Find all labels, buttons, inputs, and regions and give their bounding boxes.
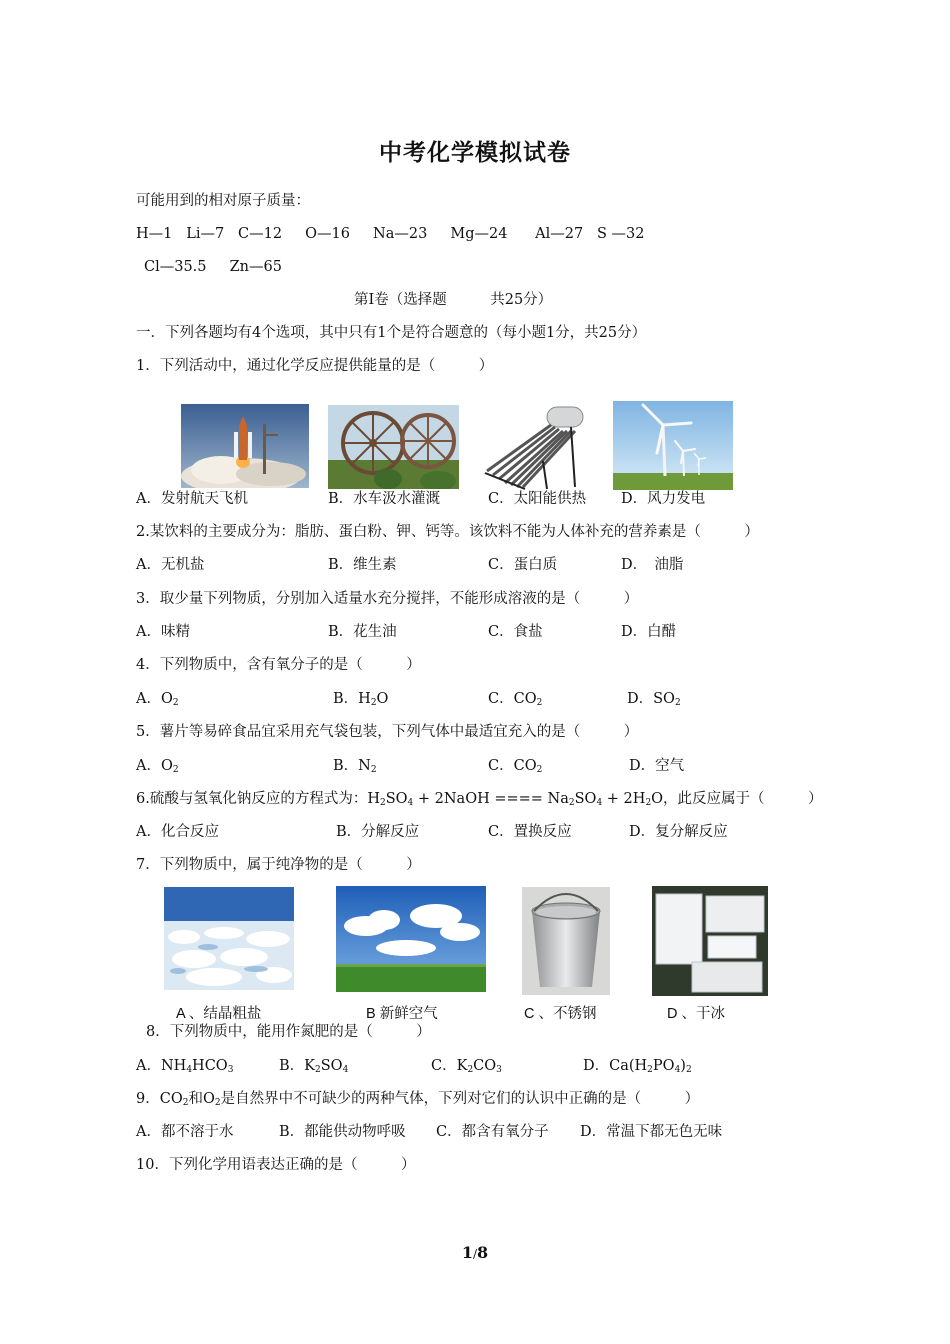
q7-option-a[interactable]: A 、结晶粗盐 (176, 1006, 262, 1022)
q2-option-d[interactable]: D． 油脂 (621, 557, 684, 573)
q3-option-a[interactable]: A．味精 (136, 624, 190, 640)
q5-option-d[interactable]: D．空气 (629, 758, 685, 774)
q1-option-c[interactable]: C．太阳能供热 (488, 491, 587, 507)
section-title: 第Ⅰ卷（选择题 共25分） (354, 292, 553, 308)
q2-option-c[interactable]: C．蛋白质 (488, 557, 558, 573)
q9-stem: 9．$CO_2$和$O_2$是自然界中不可缺少的两种气体，下列对它们的认识中正确的是（ ） (136, 1091, 700, 1108)
q8-option-a[interactable]: A．$NH_4HCO_3$ (136, 1058, 234, 1075)
page-title: 中考化学模拟试卷 (379, 139, 571, 166)
q8-option-b[interactable]: B．$K_2SO_4$ (279, 1058, 349, 1075)
q4-option-a[interactable]: A．$O_2$ (136, 691, 179, 708)
q9-option-c[interactable]: C．都含有氧分子 (436, 1124, 549, 1140)
q2-option-a[interactable]: A．无机盐 (136, 557, 205, 573)
q3-option-b[interactable]: B．花生油 (328, 624, 397, 640)
q9-option-a[interactable]: A．都不溶于水 (136, 1124, 234, 1140)
fresh-air-image (336, 886, 486, 992)
page-number: 1/8 (461, 1243, 489, 1262)
q9-option-d[interactable]: D．常温下都无色无味 (580, 1124, 723, 1140)
section-intro: 一．下列各题均有4个选项，其中只有1个是符合题意的（每小题1分，共25分） (136, 325, 647, 341)
q6-option-c[interactable]: C．置换反应 (488, 824, 572, 840)
atomic-masses-row-1: H—1 Li—7 C—12 O—16 Na—23 Mg—24 Al—27 S —32 (136, 226, 645, 242)
solar-water-heater-image (481, 401, 585, 491)
q7-option-c[interactable]: C 、不锈钢 (524, 1006, 597, 1022)
q1-stem: 1．下列活动中，通过化学反应提供能量的是（ ） (136, 358, 494, 374)
q8-option-d[interactable]: D．$Ca(H_2PO_4)_2$ (583, 1058, 692, 1075)
dry-ice-image (652, 886, 768, 996)
stainless-steel-bucket-image (522, 887, 610, 995)
q7-option-d[interactable]: D 、干冰 (667, 1006, 725, 1022)
space-shuttle-image (181, 404, 309, 488)
q6-stem: 6.硫酸与氢氧化钠反应的方程式为：$H_2SO_4$ + 2NaOH ==== $Na_2SO_4 + 2H_2O$，此反应属于（ ） (136, 791, 823, 808)
q4-stem: 4．下列物质中，含有氧分子的是（ ） (136, 657, 421, 673)
mass-header: 可能用到的相对原子质量： (136, 193, 310, 209)
q3-option-d[interactable]: D．白醋 (621, 624, 677, 640)
q5-option-a[interactable]: A．$O_2$ (136, 758, 179, 775)
q9-option-b[interactable]: B．都能供动物呼吸 (279, 1124, 406, 1140)
wind-turbines-image (613, 401, 733, 490)
waterwheel-image (328, 405, 459, 489)
q7-stem: 7．下列物质中，属于纯净物的是（ ） (136, 857, 421, 873)
q4-option-c[interactable]: C．$CO_2$ (488, 691, 543, 708)
q1-option-b[interactable]: B．水车汲水灌溉 (328, 491, 441, 507)
q7-option-b[interactable]: B 新鲜空气 (366, 1006, 438, 1022)
q1-option-d[interactable]: D．风力发电 (621, 491, 706, 507)
q6-option-a[interactable]: A．化合反应 (136, 824, 219, 840)
q5-option-c[interactable]: C．$CO_2$ (488, 758, 543, 775)
coarse-salt-image (164, 887, 294, 990)
q6-option-b[interactable]: B．分解反应 (336, 824, 420, 840)
q5-stem: 5．薯片等易碎食品宜采用充气袋包装，下列气体中最适宜充入的是（ ） (136, 724, 639, 740)
q4-option-b[interactable]: B．$H_2O$ (333, 691, 389, 708)
q3-option-c[interactable]: C．食盐 (488, 624, 543, 640)
q1-option-a[interactable]: A．发射航天飞机 (136, 491, 248, 507)
q10-stem: 10．下列化学用语表达正确的是（ ） (136, 1157, 416, 1173)
q8-option-c[interactable]: C．$K_2CO_3$ (431, 1058, 502, 1075)
q8-stem: 8．下列物质中，能用作氮肥的是（ ） (146, 1024, 431, 1040)
q2-option-b[interactable]: B．维生素 (328, 557, 397, 573)
q3-stem: 3．取少量下列物质，分别加入适量水充分搅拌，不能形成溶液的是（ ） (136, 591, 639, 607)
q5-option-b[interactable]: B．$N_2$ (333, 758, 377, 775)
q2-stem: 2.某饮料的主要成分为：脂肪、蛋白粉、钾、钙等。该饮料不能为人体补充的营养素是（ ） (136, 524, 759, 540)
q6-option-d[interactable]: D．复分解反应 (629, 824, 728, 840)
q4-option-d[interactable]: D．$SO_2$ (627, 691, 681, 708)
atomic-masses-row-2: Cl—35.5 Zn—65 (144, 259, 282, 275)
